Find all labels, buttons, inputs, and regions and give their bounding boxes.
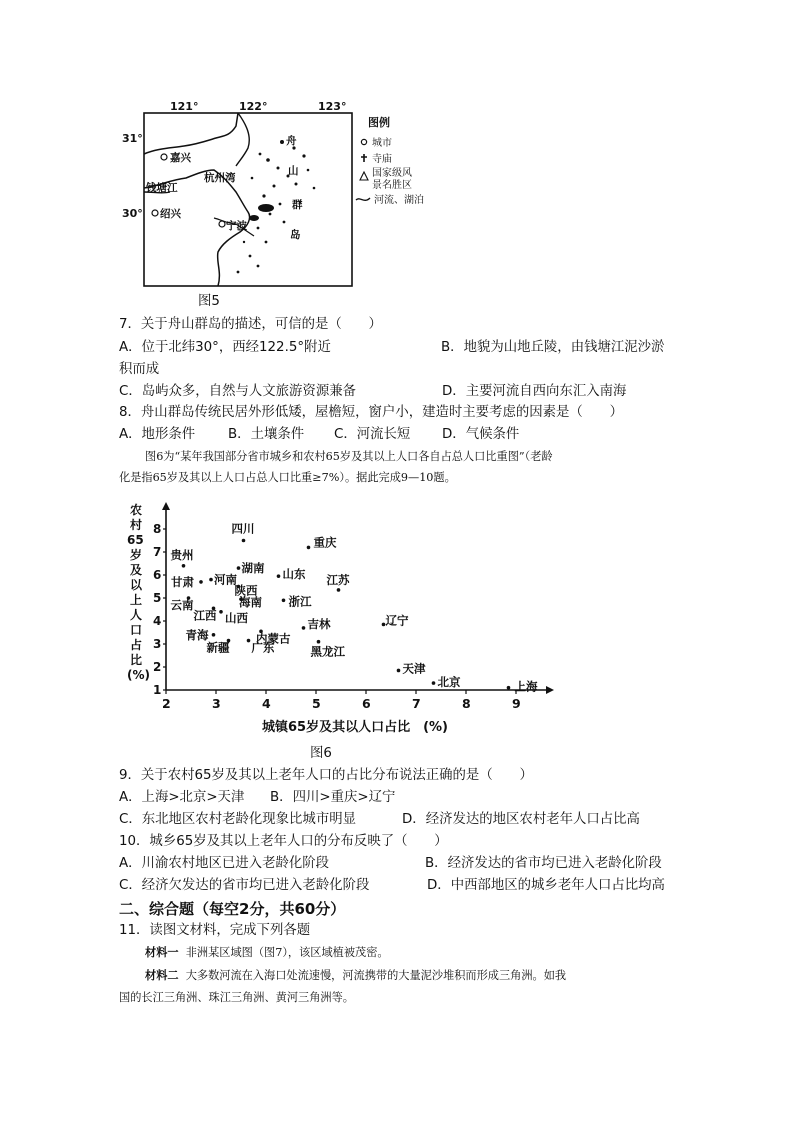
point-label: 山东: [282, 567, 306, 582]
city-icon: [219, 221, 225, 227]
y-tick-label: 1: [153, 683, 162, 697]
data-point: [307, 546, 311, 550]
q7-option-a: A．位于北纬30°，西经122.5°附近: [119, 340, 331, 355]
point-label: 甘肃: [171, 574, 194, 589]
legend-temple-icon: [361, 154, 367, 162]
q8-option-a: A．地形条件: [119, 427, 196, 442]
x-tick-label: 9: [512, 696, 521, 711]
material-2: [145, 967, 566, 984]
data-point: [242, 539, 246, 543]
legend-scenic-icon: [360, 172, 368, 180]
y-label-char: 以: [130, 578, 143, 592]
data-point: [317, 640, 321, 644]
y-ticks: [153, 522, 166, 697]
point-label: 湖南: [241, 561, 265, 576]
material-1-label: 材料一: [145, 945, 179, 959]
place-zhoushan-1: 舟: [286, 135, 297, 147]
question-10: 10．城乡65岁及其以上老年人口的分布反映了（ ）: [119, 834, 448, 849]
x-axis-arrow: [546, 686, 554, 694]
point-label: 陕西: [234, 583, 258, 598]
material-2-label: 材料二: [145, 968, 179, 982]
legend-temple-label: 寺庙: [372, 154, 392, 165]
point-label: 浙江: [288, 594, 312, 609]
y-tick-label: 4: [153, 614, 162, 628]
question-8: 8．舟山群岛传统民居外形低矮，屋檐短，窗户小，建造时主要考虑的因素是（ ）: [119, 405, 623, 420]
material-1-text: 非洲某区域图（图7），该区域植被茂密。: [185, 946, 389, 959]
q9-option-c: C．东北地区农村老龄化现象比城市明显: [119, 812, 356, 827]
q9-option-d: D．经济发达的地区农村老年人口占比高: [402, 812, 640, 827]
y-tick-label: 2: [153, 660, 162, 674]
question-11: 11．读图文材料，完成下列各题: [119, 923, 311, 938]
y-label-char: 及: [130, 563, 143, 577]
y-label-char: 上: [130, 593, 143, 607]
figure5-caption: 图5: [198, 294, 220, 309]
point-label: 吉林: [307, 616, 331, 631]
point-label: 江西: [193, 608, 217, 623]
point-label: 辽宁: [385, 613, 409, 628]
y-tick-label: 3: [153, 637, 162, 651]
y-label-char: 比: [130, 653, 143, 667]
point-label: 山西: [225, 610, 248, 625]
legend-title: 图例: [368, 116, 390, 129]
y-tick-label: 6: [153, 568, 162, 582]
data-point: [219, 610, 223, 614]
data-points: [171, 522, 538, 694]
q8-option-b: B．土壤条件: [228, 427, 305, 442]
legend-river-icon: [356, 198, 370, 200]
lon-label-123: 123°: [318, 100, 347, 113]
point-label: 天津: [402, 661, 426, 676]
place-qiantangjiang: 钱塘江: [146, 182, 178, 194]
y-label-char: 口: [130, 623, 143, 637]
point-label: 北京: [437, 675, 461, 690]
x-axis-label: 城镇65岁及其以人口占比 (%): [262, 720, 448, 735]
place-zhoushan-2: 山: [288, 165, 299, 177]
data-point: [212, 633, 216, 637]
lat-label-31: 31°: [122, 132, 143, 145]
place-zhoushan-3: 群: [292, 199, 303, 211]
y-label-char: 占: [130, 638, 143, 652]
coastline: [144, 113, 250, 286]
question-9: 9．关于农村65岁及其以上老年人口的占比分布说法正确的是（ ）: [119, 768, 533, 783]
data-point: [397, 669, 401, 673]
data-point: [282, 599, 286, 603]
data-point: [182, 564, 186, 568]
data-point: [237, 566, 241, 570]
data-point: [209, 578, 213, 582]
lon-label-122: 122°: [239, 100, 268, 113]
point-label: 内蒙古: [256, 631, 291, 646]
lat-label-30: 30°: [122, 207, 143, 220]
point-label: 海南: [239, 595, 262, 610]
q9-option-a: A．上海>北京>天津: [119, 790, 245, 805]
data-point: [432, 681, 436, 685]
map-frame: [144, 113, 352, 286]
point-label: 河南: [214, 572, 237, 587]
coastline-north: [236, 113, 249, 166]
x-tick-label: 8: [462, 696, 471, 711]
place-zhoushan-4: 岛: [290, 229, 301, 241]
data-point: [199, 580, 203, 584]
city-icon: [152, 210, 158, 216]
zhoushan-map: [118, 96, 458, 316]
point-label: 青海: [185, 627, 209, 642]
x-tick-label: 5: [312, 696, 321, 711]
x-tick-label: 4: [262, 696, 271, 711]
data-point: [507, 686, 511, 690]
place-jiaxing: 嘉兴: [170, 152, 191, 164]
q7-option-d: D．主要河流自西向东汇入南海: [442, 384, 627, 399]
x-tick-label: 7: [412, 696, 421, 711]
x-ticks: [162, 690, 521, 711]
x-tick-label: 2: [162, 696, 171, 711]
point-label: 黑龙江: [310, 644, 345, 659]
lon-label-121: 121°: [170, 100, 199, 113]
place-shaoxing: 绍兴: [160, 208, 181, 220]
point-label: 云南: [170, 598, 194, 612]
q7-option-b: B．地貌为山地丘陵，由钱塘江泥沙淤: [441, 340, 665, 355]
data-point: [302, 626, 306, 630]
section-2-heading: 二、综合题（每空2分，共60分）: [119, 900, 346, 918]
y-tick-label: 5: [153, 591, 162, 605]
q7-option-b-cont: 积而成: [119, 362, 160, 377]
q7-option-c: C．岛屿众多，自然与人文旅游资源兼备: [119, 384, 356, 399]
q10-option-d: D．中西部地区的城乡老年人口占比均高: [427, 878, 665, 893]
intro-line-2: 化是指65岁及其以上人口占总人口比重≥7%）。据此完成9—10题。: [119, 471, 456, 484]
point-label: 贵州: [170, 547, 194, 562]
y-tick-label: 7: [153, 545, 162, 559]
y-label-char: 村: [130, 518, 143, 532]
point-label: 江苏: [326, 572, 350, 587]
legend-city-label: 城市: [372, 138, 392, 149]
y-label-char: 农: [130, 503, 143, 517]
y-label-char: 岁: [130, 548, 143, 562]
y-label-char: 人: [130, 608, 143, 622]
x-tick-label: 3: [212, 696, 221, 711]
point-label: 新疆: [206, 640, 230, 655]
y-axis-label: [127, 502, 150, 682]
point-label: 广东: [251, 640, 275, 655]
data-point: [277, 574, 281, 578]
place-ningbo: 宁波: [226, 220, 247, 232]
material-2-text: 大多数河流在入海口处流速慢，河流携带的大量泥沙堆积而形成三角洲。如我: [185, 969, 567, 982]
point-label: 上海: [514, 679, 538, 694]
y-label-char: 65: [127, 533, 144, 547]
material-2-cont: 国的长江三角洲、珠江三角洲、黄河三角洲等。: [119, 991, 354, 1004]
legend-river-label: 河流、湖泊: [374, 195, 424, 206]
y-label-char: (%): [127, 668, 150, 682]
legend-city-icon: [361, 139, 366, 144]
y-axis-arrow: [162, 502, 170, 510]
intro-line-1: 图6为“某年我国部分省市城乡和农村65岁及其以上人口各自占总人口比重图”（老龄: [145, 450, 553, 463]
island-cluster: [237, 140, 316, 273]
legend-scenic-label-1: 国家级风: [372, 168, 412, 179]
city-icon: [161, 154, 167, 160]
figure6-caption: 图6: [310, 746, 332, 761]
place-hangzhouwan: 杭州湾: [204, 172, 236, 184]
q8-option-c: C．河流长短: [334, 427, 411, 442]
legend-scenic-label-2: 景名胜区: [372, 180, 412, 191]
q10-option-b: B．经济发达的省市均已进入老龄化阶段: [425, 856, 662, 871]
y-tick-label: 8: [153, 522, 162, 536]
q9-option-b: B．四川>重庆>辽宁: [270, 790, 396, 805]
question-7: 7．关于舟山群岛的描述，可信的是（ ）: [119, 317, 382, 332]
material-1: [145, 944, 389, 961]
point-label: 四川: [231, 521, 255, 536]
q10-option-a: A．川渝农村地区已进入老龄化阶段: [119, 856, 330, 871]
q10-option-c: C．经济欠发达的省市均已进入老龄化阶段: [119, 878, 370, 893]
aging-scatter-chart: [118, 500, 578, 740]
q8-option-d: D．气候条件: [442, 427, 520, 442]
x-tick-label: 6: [362, 696, 371, 711]
point-label: 重庆: [313, 535, 337, 550]
data-point: [337, 588, 341, 592]
data-point: [247, 639, 251, 643]
